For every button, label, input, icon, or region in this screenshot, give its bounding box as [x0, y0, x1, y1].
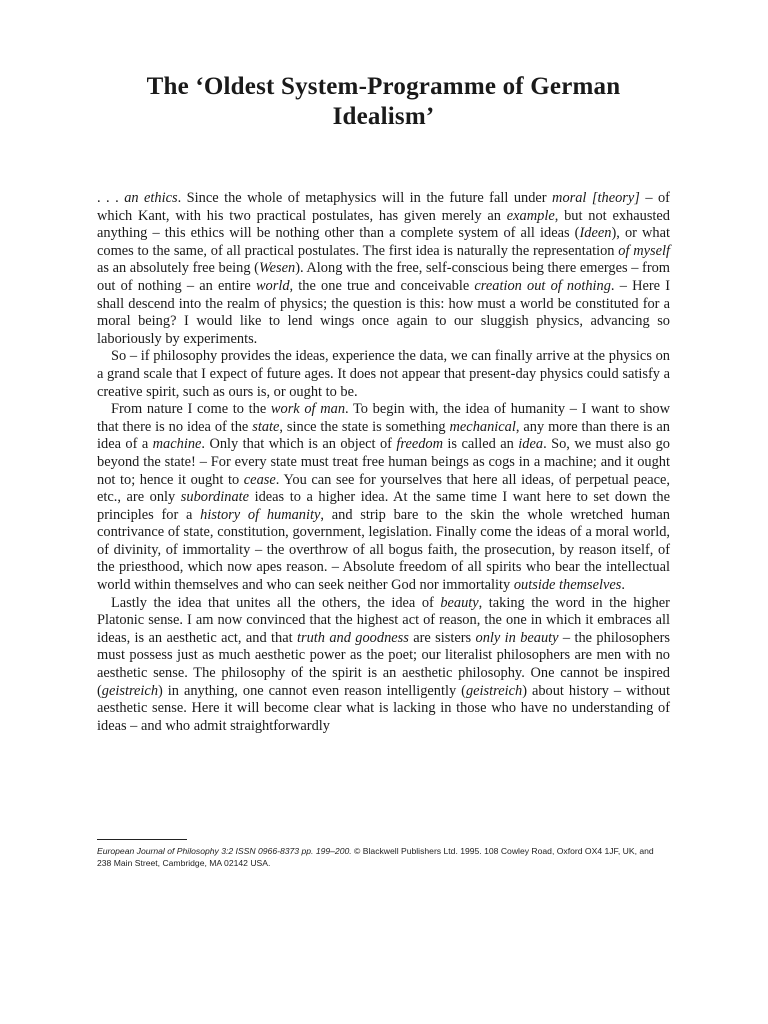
italic-run: freedom	[396, 436, 443, 453]
text-run: .	[621, 577, 625, 594]
text-run: ). Along with the free, self-conscious being there emerges – from out of nothing – an entire	[97, 260, 670, 294]
text-run: – of which Kant, with his two practical postulates, has given merely an	[97, 190, 670, 224]
italic-run: example	[506, 207, 555, 224]
text-run: ), or what comes to the same, of all practical postulates. The first idea is naturally the representation	[97, 225, 670, 259]
text-run: ) about history – without aesthetic sense. Here it will become clear what is lacking in those who have no understanding of ideas – and who admit straightforwardly	[97, 682, 670, 734]
italic-run: truth and goodness	[296, 629, 409, 646]
text-run: . Only that which is an object of	[201, 436, 397, 453]
paragraph-2	[97, 348, 670, 401]
article-page	[97, 72, 670, 735]
text-run: , any more than there is an idea of a	[97, 418, 670, 453]
article-title	[97, 72, 670, 132]
italic-run: creation out of nothing	[474, 277, 611, 294]
text-run: . – Here I shall descend into the realm of physics; the question is this: how must a world be constituted for a moral being? I would like to lend wings once again to our sluggish physics, advancing so laboriously by experiments.	[97, 277, 670, 347]
italic-run: European Journal of Philosophy 3:2 ISSN 0966-8373 pp. 199–200.	[97, 846, 352, 856]
text-run: © Blackwell Publishers Ltd. 1995. 108 Cowley Road, Oxford OX4 1JF, UK, and 238 Main Street, Cambridge, MA 02142 USA.	[97, 846, 654, 868]
text-run: is called an	[443, 436, 519, 453]
italic-run: machine	[152, 436, 202, 453]
italic-run: geistreich	[101, 682, 159, 699]
text-run: ) in anything, one cannot even reason intelligently (	[158, 682, 466, 699]
italic-run: only in beauty	[475, 629, 559, 646]
text-run: . To begin with, the idea of humanity – I want to show that there is no idea of the	[97, 401, 670, 435]
paragraph-3	[97, 401, 670, 595]
italic-run: state	[252, 418, 280, 435]
italic-run: history of humanity	[200, 506, 321, 523]
italic-run: Wesen	[258, 260, 296, 277]
journal-footnote	[97, 846, 670, 869]
title-line-1: The ‘Oldest System-Programme of German	[146, 73, 621, 100]
italic-run: of myself	[618, 242, 670, 259]
italic-run: Ideen	[579, 225, 612, 242]
text-run: So – if philosophy provides the ideas, experience the data, we can finally arrive at the physics on a grand scale that I expect of future ages. It does not appear that present-day physics could satisfy a creative spirit, such as ours is, or ought to be.	[97, 348, 670, 400]
text-run: From nature I come to the	[111, 401, 271, 418]
italic-run: moral	[552, 190, 587, 206]
italic-run: an ethics	[124, 190, 178, 206]
text-run: as an absolutely free being (	[97, 260, 259, 277]
italic-run: outside themselves	[513, 577, 622, 594]
text-run: . You can see for yourselves that here all ideas, of perpetual peace, etc., are only	[97, 471, 670, 506]
title-line-2: Idealism’	[332, 103, 435, 130]
italic-run: mechanical	[449, 418, 516, 435]
text-run: , and strip bare to the skin the whole wretched human contrivance of state, constitution, government, legislation. Finally come the ideas of a moral world, of divinity, of immortality – the overthrow of all bogus faith, the prosecution, by reason itself, of the priesthood, which now apes reason. – Absolute freedom of all spirits who bear the intellectual world within themselves and who can seek neither God nor immortality	[97, 506, 670, 594]
footnote-divider	[97, 839, 187, 840]
text-run: . So, we must also go beyond the state! – For every state must treat free human beings as cogs in a machine; and it ought not to; hence it ought to	[97, 436, 670, 488]
text-run: , taking the word in the higher Platonic sense. I am now convinced that the highest act of reason, the one in which it embraces all ideas, is an aesthetic act, and that	[97, 594, 670, 646]
paragraph-1	[97, 190, 670, 348]
text-run: , the one true and conceivable	[289, 277, 475, 294]
text-run: – the philosophers must possess just as much aesthetic power as the poet; our literalist philosophers are men with no aesthetic sense. The philosophy of the spirit is an aesthetic philosophy. One cannot be inspired (	[97, 629, 670, 699]
italic-run: [theory]	[591, 190, 640, 206]
paragraph-4	[97, 595, 670, 736]
text-run: , since the state is something	[279, 418, 450, 435]
italic-run: geistreich	[465, 682, 523, 699]
italic-run: beauty	[440, 594, 479, 611]
text-run: Lastly the idea that unites all the others, the idea of	[111, 594, 441, 611]
text-run: . Since the whole of metaphysics will in the future fall under	[177, 190, 553, 206]
italic-run: idea	[518, 436, 544, 453]
text-run: , but not exhausted anything – this ethics will be nothing other than a complete system of all ideas (	[97, 207, 671, 242]
italic-run: work of man	[270, 401, 346, 418]
text-run: are sisters	[408, 629, 476, 646]
italic-run: subordinate	[180, 489, 250, 506]
text-run: . . .	[97, 190, 125, 206]
italic-run: cease	[243, 471, 276, 488]
article-body	[97, 190, 670, 735]
text-run: ideas to a higher idea. At the same time I want here to set down the principles for a	[97, 489, 670, 523]
italic-run: world	[255, 277, 290, 294]
